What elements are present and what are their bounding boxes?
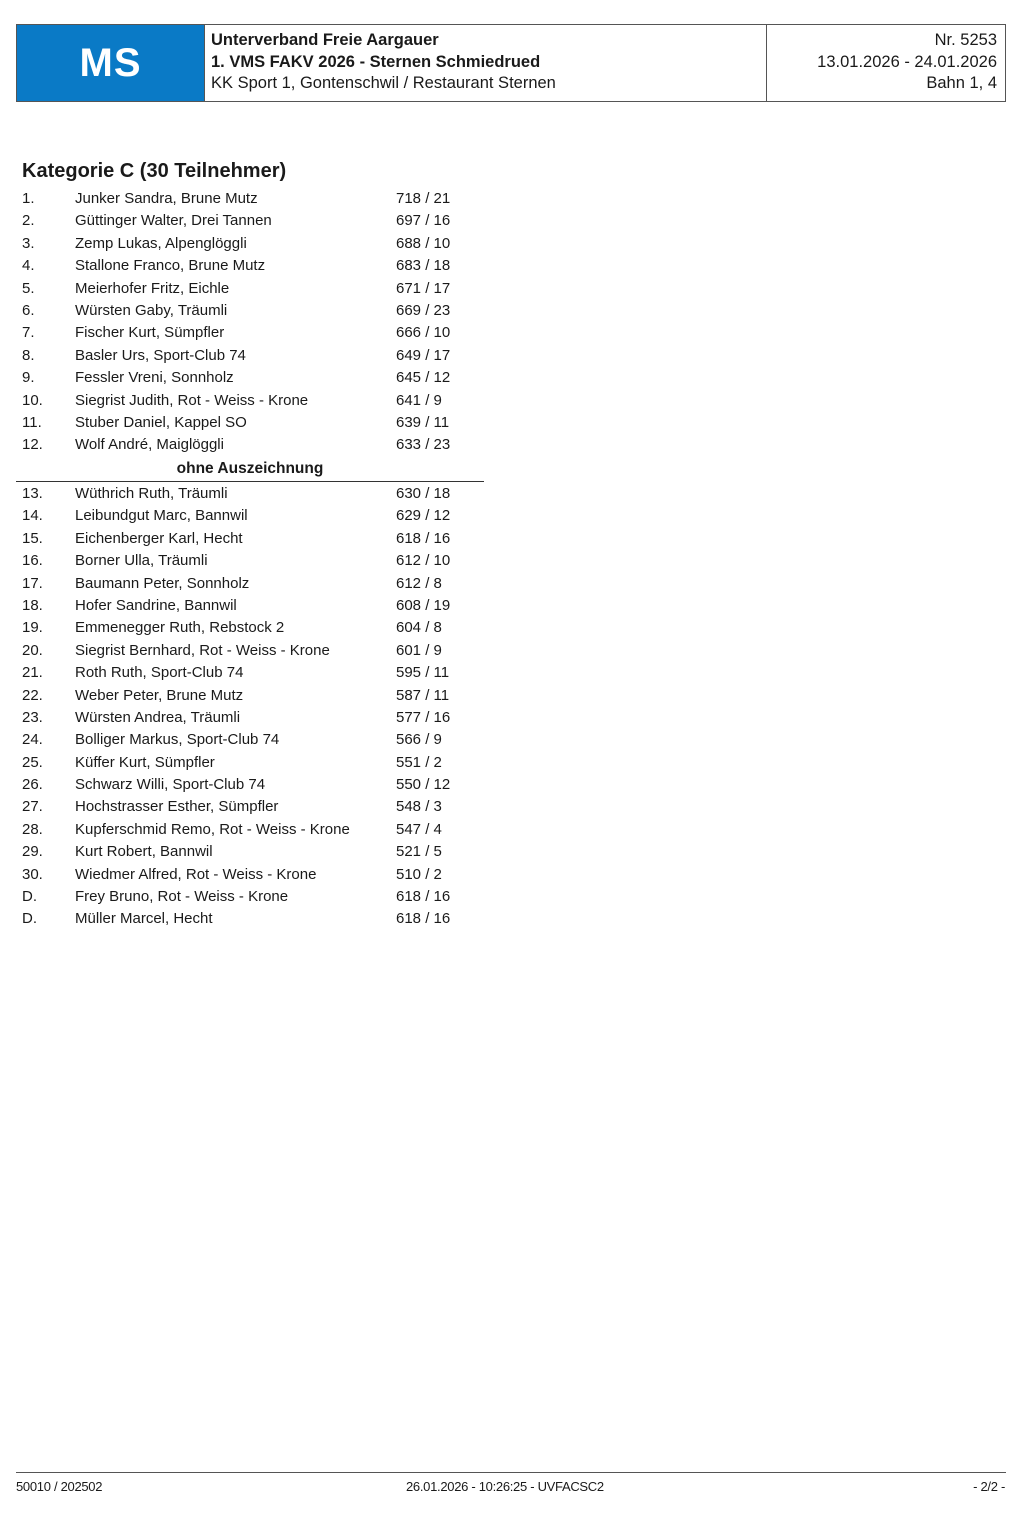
name-cell: Schwarz Willi, Sport-Club 74 bbox=[75, 776, 266, 794]
name-cell: Stuber Daniel, Kappel SO bbox=[75, 413, 247, 431]
name-cell: Emmenegger Ruth, Rebstock 2 bbox=[75, 619, 285, 637]
org-name: Unterverband Freie Aargauer bbox=[211, 31, 439, 49]
rank-cell: 30. bbox=[22, 865, 43, 883]
rank-cell: 25. bbox=[22, 753, 43, 771]
score-cell: 683 / 18 bbox=[396, 257, 451, 275]
list-item bbox=[22, 412, 492, 434]
score-cell: 604 / 8 bbox=[396, 619, 442, 637]
rank-cell: D. bbox=[22, 888, 37, 906]
name-cell: Bolliger Markus, Sport-Club 74 bbox=[75, 731, 280, 749]
score-cell: 510 / 2 bbox=[396, 865, 442, 883]
list-item bbox=[22, 685, 492, 707]
score-cell: 666 / 10 bbox=[396, 324, 451, 342]
rank-cell: 9. bbox=[22, 369, 35, 387]
name-cell: Roth Ruth, Sport-Club 74 bbox=[75, 664, 244, 682]
list-item bbox=[22, 550, 492, 572]
list-item bbox=[22, 595, 492, 617]
rank-cell: 20. bbox=[22, 641, 43, 659]
name-cell: Junker Sandra, Brune Mutz bbox=[75, 190, 258, 207]
rank-cell: 6. bbox=[22, 301, 35, 319]
event-number: Nr. 5253 bbox=[934, 31, 997, 49]
name-cell: Müller Marcel, Hecht bbox=[75, 910, 213, 928]
score-cell: 618 / 16 bbox=[396, 529, 451, 547]
event-lanes: Bahn 1, 4 bbox=[926, 74, 997, 92]
list-item bbox=[22, 210, 492, 232]
footer-center: 26.01.2026 - 10:26:25 - UVFACSC2 bbox=[406, 1479, 604, 1494]
footer-divider bbox=[16, 1472, 1006, 1473]
score-cell: 548 / 3 bbox=[396, 798, 442, 816]
score-cell: 669 / 23 bbox=[396, 301, 451, 319]
list-item bbox=[22, 345, 492, 367]
name-cell: Hofer Sandrine, Bannwil bbox=[75, 596, 237, 614]
rank-cell: 16. bbox=[22, 552, 43, 570]
ranked-list bbox=[22, 188, 492, 457]
name-cell: Wiedmer Alfred, Rot - Weiss - Krone bbox=[75, 865, 317, 883]
name-cell: Fessler Vreni, Sonnholz bbox=[75, 369, 234, 387]
event-meta bbox=[767, 25, 1005, 101]
name-cell: Frey Bruno, Rot - Weiss - Krone bbox=[75, 888, 289, 906]
name-cell: Zemp Lukas, Alpenglöggli bbox=[75, 234, 247, 252]
rank-cell: 5. bbox=[22, 279, 35, 297]
score-cell: 551 / 2 bbox=[396, 753, 442, 771]
rank-cell: 4. bbox=[22, 257, 35, 275]
list-item bbox=[22, 434, 492, 456]
score-cell: 601 / 9 bbox=[396, 641, 442, 659]
name-cell: Eichenberger Karl, Hecht bbox=[75, 529, 243, 547]
name-cell: Güttinger Walter, Drei Tannen bbox=[75, 212, 272, 230]
name-cell: Baumann Peter, Sonnholz bbox=[75, 574, 250, 592]
rank-cell: 7. bbox=[22, 324, 35, 342]
rank-cell: 15. bbox=[22, 529, 43, 547]
list-item bbox=[22, 255, 492, 277]
list-item bbox=[22, 573, 492, 595]
score-cell: 697 / 16 bbox=[396, 212, 451, 230]
list-item bbox=[22, 707, 492, 729]
name-cell: Kurt Robert, Bannwil bbox=[75, 843, 213, 861]
list-item bbox=[22, 752, 492, 774]
separator-label: ohne Auszeichnung bbox=[16, 458, 484, 482]
list-item bbox=[22, 617, 492, 639]
ms-logo: MS bbox=[17, 25, 205, 101]
list-item bbox=[22, 390, 492, 412]
list-item bbox=[22, 729, 492, 751]
rank-cell: 18. bbox=[22, 596, 43, 614]
list-item bbox=[22, 640, 492, 662]
list-item bbox=[22, 322, 492, 344]
list-item bbox=[22, 300, 492, 322]
list-item bbox=[22, 528, 492, 550]
rank-cell: D. bbox=[22, 910, 37, 928]
list-item bbox=[22, 662, 492, 684]
name-cell: Meierhofer Fritz, Eichle bbox=[75, 279, 230, 297]
rank-cell: 12. bbox=[22, 436, 43, 454]
list-item bbox=[22, 774, 492, 796]
list-item bbox=[22, 233, 492, 255]
score-cell: 618 / 16 bbox=[396, 910, 451, 928]
score-cell: 587 / 11 bbox=[396, 686, 450, 704]
list-item bbox=[22, 278, 492, 300]
name-cell: Wolf André, Maiglöggli bbox=[75, 436, 224, 454]
rank-cell: 3. bbox=[22, 234, 35, 252]
list-item bbox=[22, 841, 492, 863]
rank-cell: 17. bbox=[22, 574, 43, 592]
score-cell: 641 / 9 bbox=[396, 391, 442, 409]
event-name: 1. VMS FAKV 2026 - Sternen Schmiedrued bbox=[211, 52, 541, 71]
name-cell: Kupferschmid Remo, Rot - Weiss - Krone bbox=[75, 820, 350, 838]
name-cell: Basler Urs, Sport-Club 74 bbox=[75, 346, 246, 364]
score-cell: 550 / 12 bbox=[396, 776, 451, 794]
score-cell: 595 / 11 bbox=[396, 664, 450, 682]
list-item bbox=[22, 908, 492, 930]
score-cell: 671 / 17 bbox=[396, 279, 451, 297]
name-cell: Borner Ulla, Träumli bbox=[75, 552, 208, 570]
rank-cell: 27. bbox=[22, 798, 43, 816]
list-item bbox=[22, 796, 492, 818]
rank-cell: 2. bbox=[22, 212, 35, 230]
rank-cell: 21. bbox=[22, 664, 43, 682]
list-item bbox=[22, 188, 492, 210]
score-cell: 629 / 12 bbox=[396, 507, 451, 525]
name-cell: Wüthrich Ruth, Träumli bbox=[75, 485, 228, 502]
score-cell: 633 / 23 bbox=[396, 436, 451, 454]
rank-cell: 29. bbox=[22, 843, 43, 861]
name-cell: Leibundgut Marc, Bannwil bbox=[75, 507, 248, 525]
name-cell: Würsten Gaby, Träumli bbox=[75, 301, 228, 319]
rank-cell: 10. bbox=[22, 391, 43, 409]
venue: KK Sport 1, Gontenschwil / Restaurant Sternen bbox=[211, 74, 556, 92]
rank-cell: 1. bbox=[22, 190, 35, 207]
name-cell: Küffer Kurt, Sümpfler bbox=[75, 753, 215, 771]
event-dates: 13.01.2026 - 24.01.2026 bbox=[817, 52, 997, 71]
score-cell: 618 / 16 bbox=[396, 888, 451, 906]
rank-cell: 11. bbox=[22, 413, 42, 431]
score-cell: 630 / 18 bbox=[396, 485, 451, 502]
footer-left: 50010 / 202502 bbox=[16, 1479, 103, 1494]
rank-cell: 13. bbox=[22, 485, 43, 502]
report-header bbox=[16, 24, 1006, 102]
score-cell: 649 / 17 bbox=[396, 346, 451, 364]
score-cell: 577 / 16 bbox=[396, 708, 451, 726]
list-item bbox=[22, 864, 492, 886]
name-cell: Würsten Andrea, Träumli bbox=[75, 708, 241, 726]
score-cell: 718 / 21 bbox=[396, 190, 451, 207]
list-item bbox=[22, 483, 492, 505]
name-cell: Hochstrasser Esther, Sümpfler bbox=[75, 798, 279, 816]
name-cell: Fischer Kurt, Sümpfler bbox=[75, 324, 225, 342]
score-cell: 688 / 10 bbox=[396, 234, 451, 252]
rank-cell: 8. bbox=[22, 346, 35, 364]
score-cell: 639 / 11 bbox=[396, 413, 450, 431]
event-info bbox=[205, 25, 767, 101]
list-item bbox=[22, 819, 492, 841]
name-cell: Siegrist Bernhard, Rot - Weiss - Krone bbox=[75, 641, 330, 659]
score-cell: 547 / 4 bbox=[396, 820, 442, 838]
rank-cell: 23. bbox=[22, 708, 43, 726]
score-cell: 566 / 9 bbox=[396, 731, 442, 749]
score-cell: 521 / 5 bbox=[396, 843, 442, 861]
rank-cell: 22. bbox=[22, 686, 43, 704]
unranked-list bbox=[22, 483, 492, 931]
rank-cell: 24. bbox=[22, 731, 43, 749]
rank-cell: 14. bbox=[22, 507, 43, 525]
name-cell: Weber Peter, Brune Mutz bbox=[75, 686, 244, 704]
name-cell: Stallone Franco, Brune Mutz bbox=[75, 257, 266, 275]
list-item bbox=[22, 886, 492, 908]
name-cell: Siegrist Judith, Rot - Weiss - Krone bbox=[75, 391, 309, 409]
footer-right: - 2/2 - bbox=[973, 1479, 1005, 1494]
score-cell: 612 / 8 bbox=[396, 574, 442, 592]
rank-cell: 28. bbox=[22, 820, 43, 838]
score-cell: 645 / 12 bbox=[396, 369, 451, 387]
list-item bbox=[22, 505, 492, 527]
score-cell: 608 / 19 bbox=[396, 596, 451, 614]
rank-cell: 19. bbox=[22, 619, 43, 637]
score-cell: 612 / 10 bbox=[396, 552, 451, 570]
category-title: Kategorie C (30 Teilnehmer) bbox=[22, 160, 287, 182]
rank-cell: 26. bbox=[22, 776, 43, 794]
list-item bbox=[22, 367, 492, 389]
